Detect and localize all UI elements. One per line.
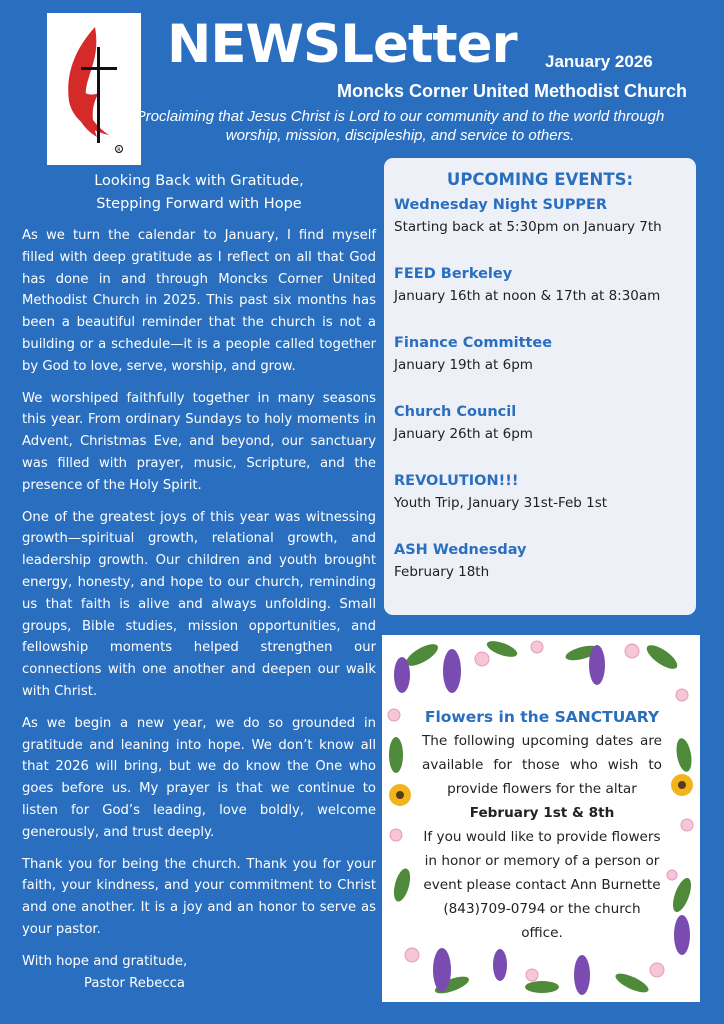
event-item [394, 539, 686, 608]
issue-date: January 2026 [545, 52, 653, 71]
event-name: ASH Wednesday [394, 542, 527, 558]
svg-text:R: R [117, 147, 121, 154]
event-item [394, 194, 686, 263]
event-item [394, 401, 686, 470]
letter-closing: With hope and gratitude, [22, 953, 188, 969]
letter-paragraph: One of the greatest joys of this year was witnessing growth—spiritual growth, relational growth, and leadership growth. Our children and youth brought energy, honesty, and hope to our church, reminding us that faith is alive and always unfolding. Small groups, Bible studies, mission opportunities, and fellowship moments helped strengthen our connections with one another and deepen our walk with Christ. [22, 509, 376, 699]
letter-paragraph: We worshiped faithfully together in many seasons this year. From ordinary Sundays to holy moments in Advent, Christmas Eve, and beyond, our sanctuary was filled with prayer, music, Scripture, and the presence of the Holy Spirit. [22, 390, 376, 493]
flowers-contact: If you would like to provide flowers in honor or memory of a person or event please contact Ann Burnette (843)709-0794 or the church office. [423, 829, 661, 941]
letter-heading [22, 170, 376, 216]
event-detail: January 19th at 6pm [394, 357, 533, 373]
flowers-intro: The following upcoming dates are available for those who wish to provide flowers for the altar [422, 733, 662, 797]
letter-heading-line-1: Looking Back with Gratitude, [94, 173, 304, 189]
letter-paragraph: As we turn the calendar to January, I find myself filled with deep gratitude as I reflect on all that God has done in and through Moncks Corner United Methodist Church in 2025. This past six months has been a beautiful reminder that the church is not a building or a schedule—it is a people called together by God to love, serve, worship, and grow. [22, 228, 376, 374]
event-item [394, 263, 686, 332]
event-name: Finance Committee [394, 335, 553, 351]
event-name: Church Council [394, 404, 517, 420]
letter-signature: Pastor Rebecca [84, 975, 185, 991]
event-item [394, 332, 686, 401]
events-heading: UPCOMING EVENTS: [446, 170, 634, 189]
letter-paragraph: Thank you for being the church. Thank you for your faith, your kindness, and your commitment to Christ and one another. It is a joy and an honor to serve as your pastor. [22, 856, 376, 937]
event-detail: January 16th at noon & 17th at 8:30am [394, 288, 661, 304]
newsletter-title: NEWSLetter [167, 14, 517, 75]
flowers-dates: February 1st & 8th [469, 805, 615, 821]
church-name: Moncks Corner United Methodist Church [336, 81, 687, 101]
mission-statement: Proclaiming that Jesus Christ is Lord to our community and to the world through worship, mission, discipleship, and service to others. [135, 108, 665, 144]
cross-and-flame-icon [47, 13, 141, 165]
event-detail: Starting back at 5:30pm on January 7th [394, 219, 662, 235]
event-name: Wednesday Night SUPPER [394, 197, 608, 213]
pastor-letter [22, 170, 376, 994]
upcoming-events-panel [384, 158, 696, 615]
event-item [394, 470, 686, 539]
event-detail: February 18th [394, 564, 490, 580]
letter-heading-line-2: Stepping Forward with Hope [96, 196, 302, 212]
flowers-heading: Flowers in the SANCTUARY [424, 708, 660, 726]
event-detail: January 26th at 6pm [394, 426, 533, 442]
letter-paragraph: As we begin a new year, we do so grounded in gratitude and leaning into hope. We don’t know all that 2026 will bring, but we do know the One who goes before us. My prayer is that we continue to listen for God’s leading, love boldly, welcome generously, and trust deeply. [22, 715, 376, 840]
event-name: REVOLUTION!!! [394, 473, 519, 489]
church-logo [47, 13, 141, 165]
flowers-box [382, 635, 700, 1002]
event-detail: Youth Trip, January 31st-Feb 1st [394, 495, 608, 511]
flowers-content [422, 707, 662, 945]
event-name: FEED Berkeley [394, 266, 513, 282]
